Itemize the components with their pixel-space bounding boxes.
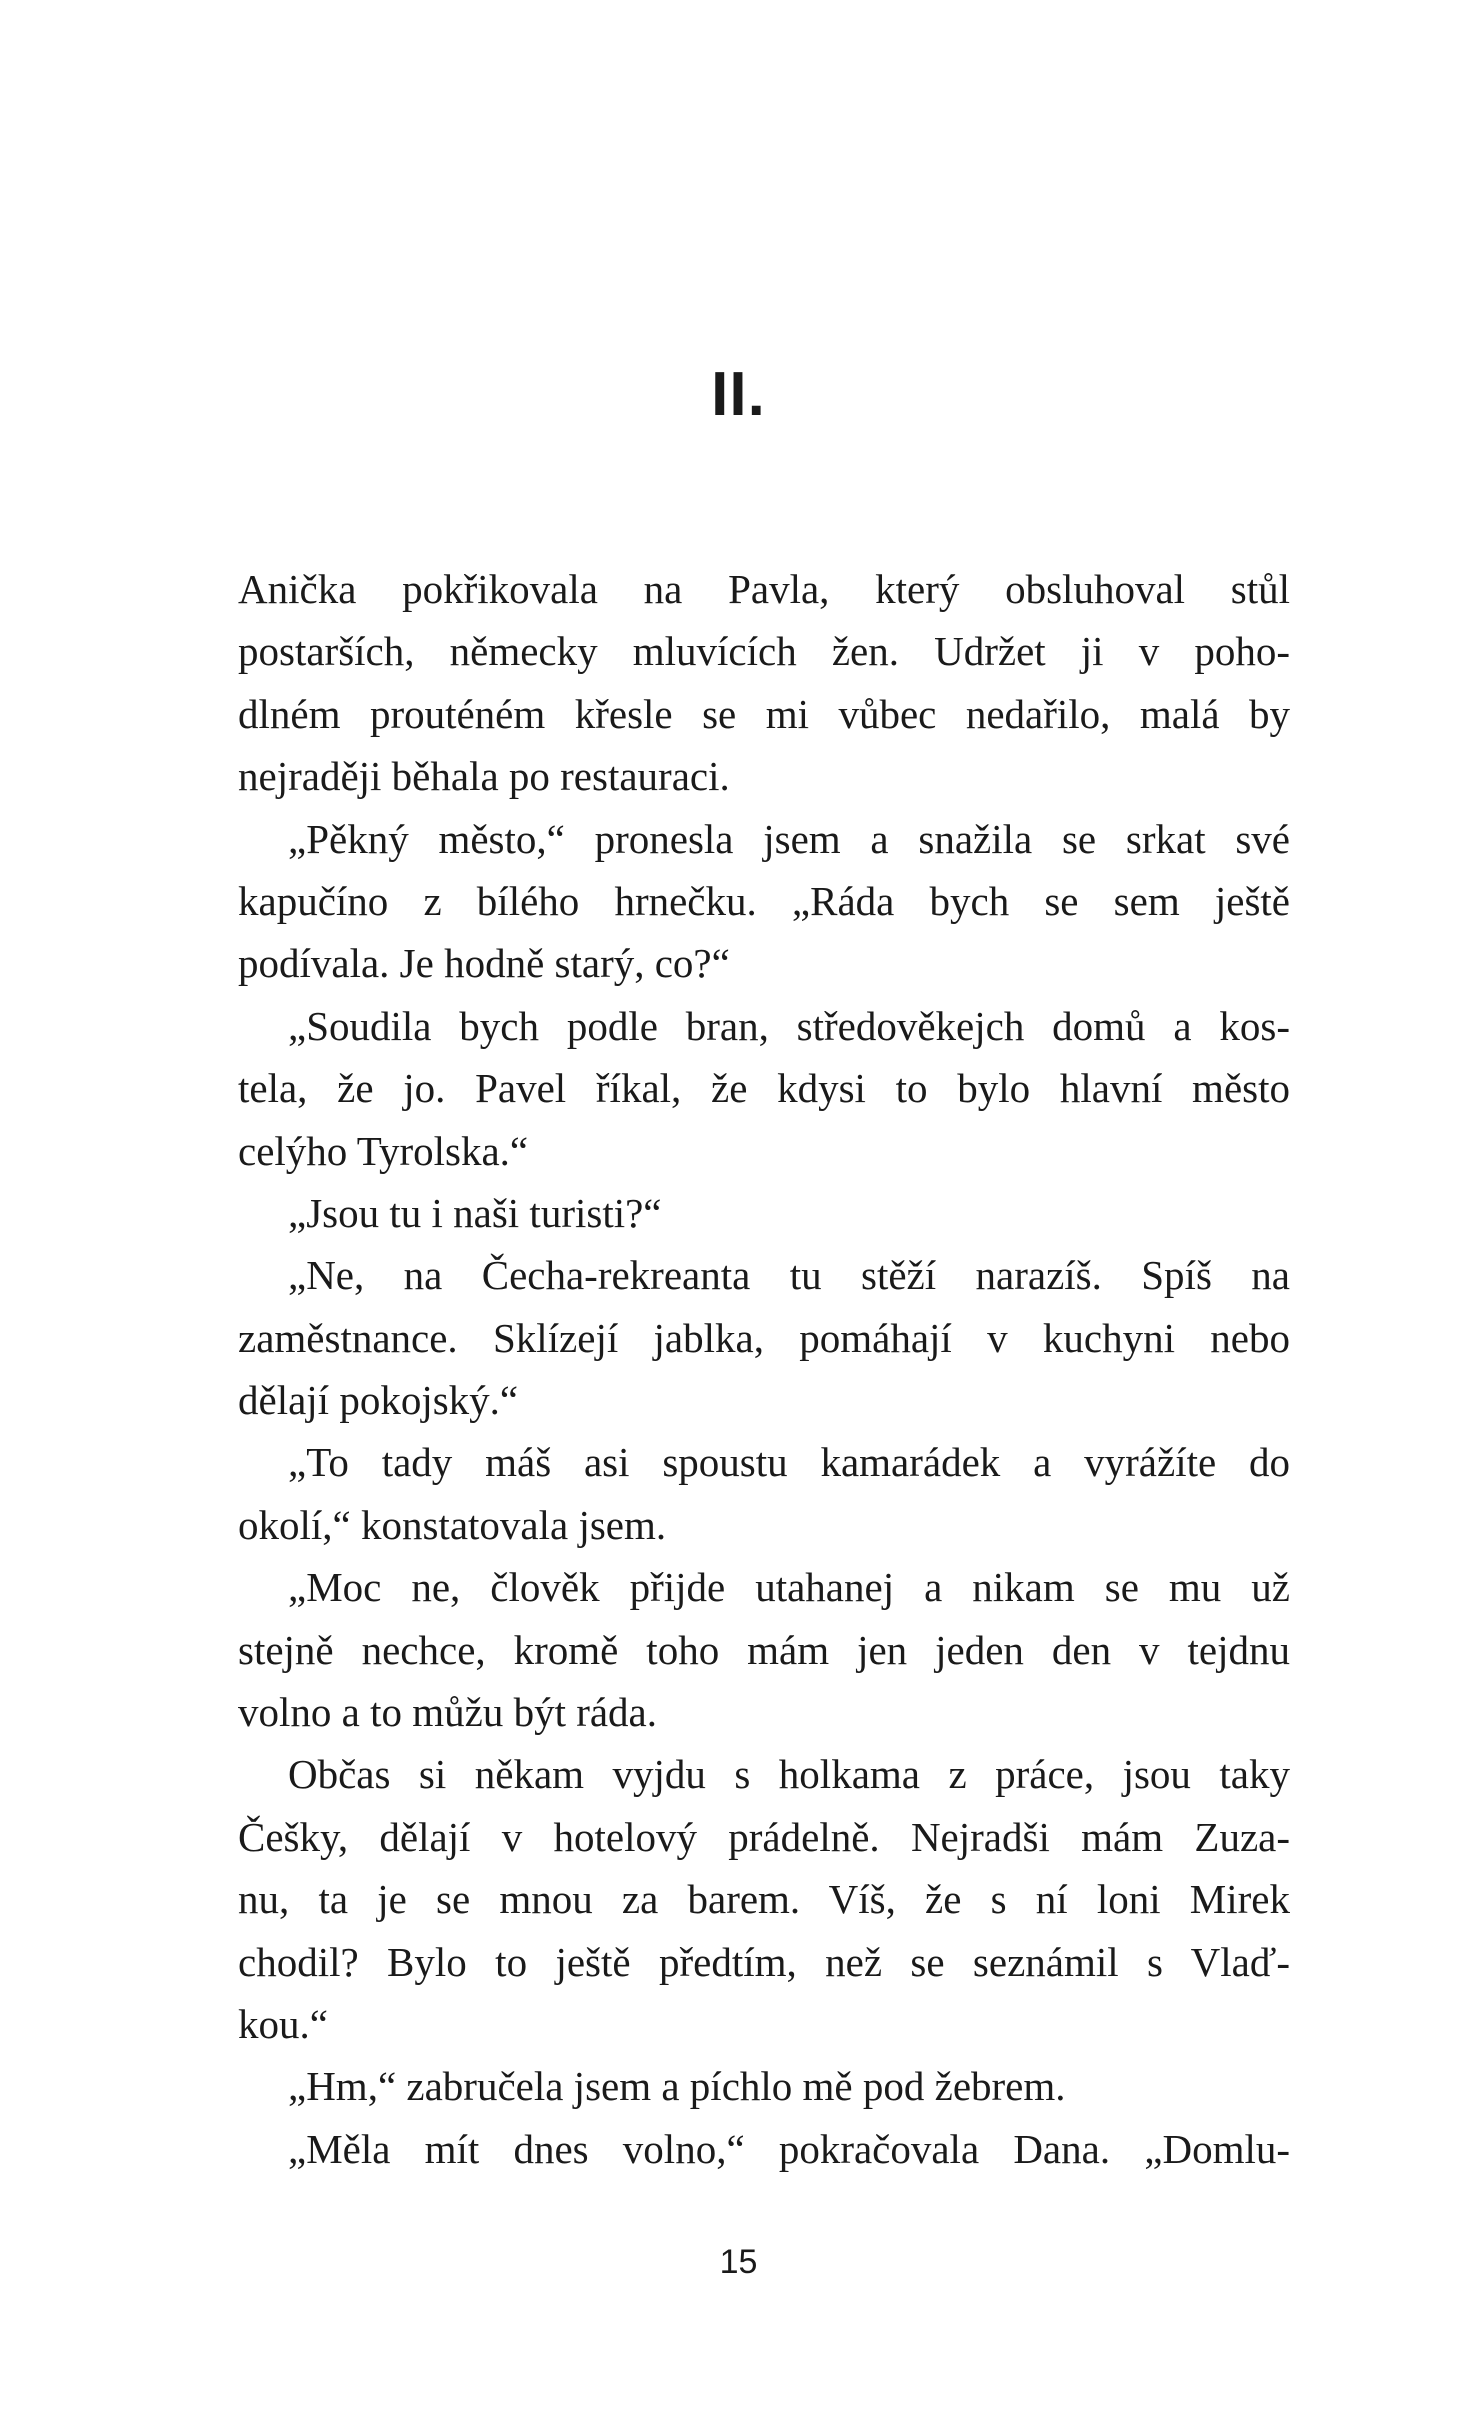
text-line: volno a to můžu být ráda.: [238, 1689, 658, 1736]
text-line: „Jsou tu i naši turisti?“: [288, 1189, 662, 1236]
page-number: 15: [719, 2243, 758, 2281]
text-line: „Moc ne, člověk přijde utahanej a nikam se mu už: [288, 1564, 1290, 1611]
text-line: „Pěkný město,“ pronesla jsem a snažila se srkat své: [288, 815, 1290, 862]
text-line: stejně nechce, kromě toho mám jen jeden den v tejdnu: [238, 1626, 1290, 1673]
text-line: „Měla mít dnes volno,“ pokračovala Dana. „Domlu-: [288, 2125, 1290, 2172]
text-line: kou.“: [238, 2000, 328, 2047]
text-line: postarších, německy mluvících žen. Udržet ji v poho-: [238, 628, 1290, 675]
text-line: „To tady máš asi spoustu kamarádek a vyrážíte do: [288, 1439, 1290, 1486]
text-line: kapučíno z bílého hrnečku. „Ráda bych se sem ještě: [238, 877, 1290, 924]
text-line: nu, ta je se mnou za barem. Víš, že s ní loni Mirek: [238, 1876, 1290, 1923]
text-line: Občas si někam vyjdu s holkama z práce, jsou taky: [288, 1751, 1290, 1798]
text-line: tela, že jo. Pavel říkal, že kdysi to bylo hlavní město: [238, 1065, 1290, 1112]
body-text: [238, 558, 1290, 2180]
text-line: zaměstnance. Sklízejí jablka, pomáhají v kuchyni nebo: [238, 1314, 1290, 1361]
text-line: Češky, dělají v hotelový prádelně. Nejradši mám Zuza-: [238, 1813, 1290, 1860]
text-line: dělají pokojský.“: [238, 1377, 519, 1424]
text-line: Anička pokřikovala na Pavla, který obsluhoval stůl: [238, 566, 1290, 612]
text-line: „Hm,“ zabručela jsem a píchlo mě pod žebrem.: [288, 2063, 1066, 2110]
chapter-title: II.: [711, 360, 766, 429]
text-line: nejraději běhala po restauraci.: [238, 753, 730, 800]
text-line: okolí,“ konstatovala jsem.: [238, 1501, 667, 1548]
text-line: podívala. Je hodně starý, co?“: [238, 940, 730, 987]
text-line: celýho Tyrolska.“: [238, 1127, 529, 1174]
text-line: „Ne, na Čecha-rekreanta tu stěží narazíš. Spíš na: [288, 1252, 1290, 1299]
text-line: „Soudila bych podle bran, středověkejch domů a kos-: [288, 1002, 1290, 1049]
text-line: chodil? Bylo to ještě předtím, než se seznámil s Vlaď-: [238, 1938, 1290, 1985]
text-line: dlném prouténém křesle se mi vůbec nedařilo, malá by: [238, 690, 1290, 737]
